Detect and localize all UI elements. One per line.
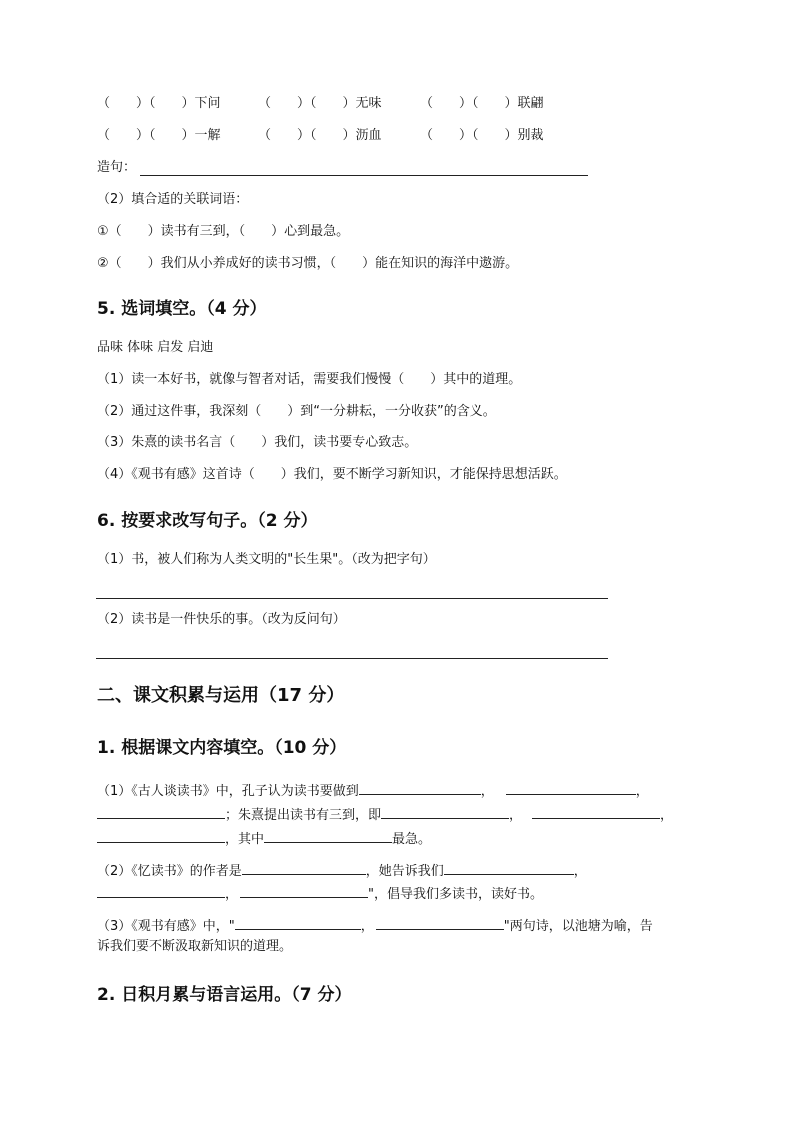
s2-q1-p2-text-b: ，她告诉我们 <box>365 864 444 879</box>
s2-q1-p2-text-c: "，倡导我们多读书，读好书。 <box>368 887 543 902</box>
answer-blank[interactable] <box>376 916 504 930</box>
separator: ， <box>480 784 494 799</box>
idiom-blank-1-3[interactable]: （ ）（ ）联翩 <box>420 96 544 111</box>
answer-blank[interactable] <box>444 861 574 875</box>
q6-title: 6. 按要求改写句子。（2 分） <box>97 511 318 531</box>
separator: ， <box>360 919 374 934</box>
separator: ， <box>635 784 649 799</box>
s2-q1-p2-text-a: （2）《忆读书》的作者是 <box>97 864 242 879</box>
idiom-blank-2-1[interactable]: （ ）（ ）一解 <box>97 128 221 143</box>
separator: ， <box>225 887 239 902</box>
q4-2-title: （2）填合适的关联词语： <box>97 192 249 207</box>
answer-blank[interactable] <box>97 805 225 819</box>
separator: ， <box>573 864 587 879</box>
idiom-blank-1-1[interactable]: （ ）（ ）下问 <box>97 96 221 111</box>
s2-q1-p3-line2: 诉我们要不断汲取新知识的道理。 <box>97 939 293 954</box>
q6-item-1: （1）书，被人们称为人类文明的"长生果"。（改为把字句） <box>97 552 436 567</box>
answer-blank[interactable] <box>240 884 368 898</box>
s2-q2-title: 2. 日积月累与语言运用。（7 分） <box>97 985 352 1005</box>
q6-answer-line-1[interactable] <box>96 598 608 599</box>
q4-2-item-1[interactable]: ①（ ）读书有三到，（ ）心到最急。 <box>97 224 350 239</box>
answer-blank[interactable] <box>235 916 361 930</box>
s2-q1-p1-line3 <box>97 829 431 848</box>
s2-q1-p1-line1 <box>97 781 649 800</box>
s2-q1-title: 1. 根据课文内容填空。（10 分） <box>97 738 347 758</box>
q6-item-2: （2）读书是一件快乐的事。（改为反问句） <box>97 612 346 627</box>
s2-q1-p2-line1 <box>97 861 587 880</box>
s2-q1-p3-text-b: "两句诗，以池塘为喻，告 <box>503 919 653 934</box>
separator: ， <box>660 808 674 823</box>
idiom-blank-1-2[interactable]: （ ）（ ）无味 <box>258 96 382 111</box>
q5-word-bank: 品味 体味 启发 启迪 <box>97 340 214 355</box>
s2-q1-p1-text-c: ，其中 <box>225 832 265 847</box>
q5-item-3[interactable]: （3）朱熹的读书名言（ ）我们，读书要专心致志。 <box>97 435 418 450</box>
q5-item-2[interactable]: （2）通过这件事，我深刻（ ）到“一分耕耘，一分收获”的含义。 <box>97 404 496 419</box>
answer-blank[interactable] <box>381 805 509 819</box>
q5-title: 5. 选词填空。（4 分） <box>97 299 267 319</box>
answer-blank[interactable] <box>97 829 225 843</box>
s2-q1-p1-text-b: ；朱熹提出读书有三到，即 <box>225 808 382 823</box>
s2-q1-p1-text-a: （1）《古人谈读书》中，孔子认为读书要做到 <box>97 784 359 799</box>
s2-q1-p3-text-a: （3）《观书有感》中，" <box>97 919 235 934</box>
section-2-title: 二、课文积累与运用（17 分） <box>97 685 345 706</box>
answer-blank[interactable] <box>242 861 366 875</box>
answer-blank[interactable] <box>532 805 660 819</box>
s2-q1-p1-text-d: 最急。 <box>392 832 432 847</box>
sentence-make-line[interactable] <box>140 175 588 176</box>
q5-item-4[interactable]: （4）《观书有感》这首诗（ ）我们，要不断学习新知识，才能保持思想活跃。 <box>97 467 567 482</box>
separator: ， <box>509 808 523 823</box>
idiom-blank-2-3[interactable]: （ ）（ ）别裁 <box>420 128 544 143</box>
answer-blank[interactable] <box>264 829 392 843</box>
q5-item-1[interactable]: （1）读一本好书，就像与智者对话，需要我们慢慢（ ）其中的道理。 <box>97 372 522 387</box>
answer-blank[interactable] <box>359 781 481 795</box>
q6-answer-line-2[interactable] <box>96 658 608 659</box>
idiom-blank-2-2[interactable]: （ ）（ ）沥血 <box>258 128 382 143</box>
answer-blank[interactable] <box>97 884 225 898</box>
answer-blank[interactable] <box>506 781 636 795</box>
q4-2-item-2[interactable]: ②（ ）我们从小养成好的读书习惯，（ ）能在知识的海洋中遨游。 <box>97 256 519 271</box>
s2-q1-p1-line2 <box>97 805 673 824</box>
sentence-make-label: 造句： <box>97 160 137 175</box>
s2-q1-p3-line1 <box>97 916 653 935</box>
s2-q1-p2-line2 <box>97 884 543 903</box>
